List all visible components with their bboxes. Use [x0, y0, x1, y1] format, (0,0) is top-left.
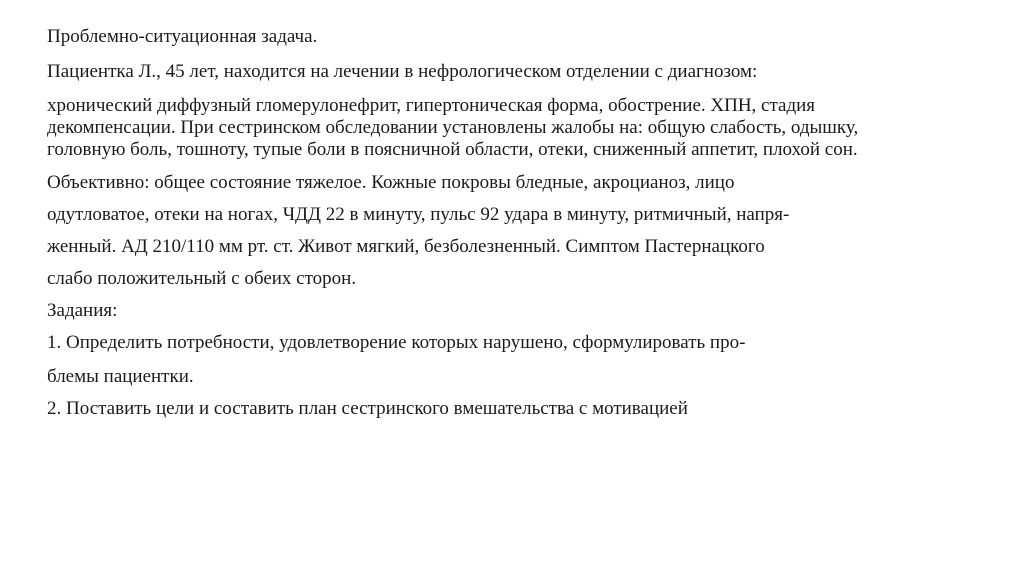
case-line-4: головную боль, тошноту, тупые боли в поясничной области, отеки, сниженный аппетит, плохой сон.	[47, 139, 858, 160]
task-2-line: 2. Поставить цели и составить план сестринского вмешательства с мотивацией	[47, 398, 688, 419]
objective-line-2: одутловатое, отеки на ногах, ЧДД 22 в минуту, пульс 92 удара в минуту, ритмичный, напря-	[47, 204, 790, 225]
case-line-3: декомпенсации. При сестринском обследовании установлены жалобы на: общую слабость, одышку,	[47, 117, 859, 138]
tasks-heading: Задания:	[47, 300, 118, 321]
objective-line-4: слабо положительный с обеих сторон.	[47, 268, 357, 289]
case-line-1: Пациентка Л., 45 лет, находится на лечении в нефрологическом отделении с диагнозом:	[47, 61, 758, 82]
task-1-line-2: блемы пациентки.	[47, 366, 194, 387]
objective-line-3: женный. АД 210/110 мм рт. ст. Живот мягкий, безболезненный. Симптом Пастернацкого	[47, 236, 765, 257]
case-line-2: хронический диффузный гломерулонефрит, гипертоническая форма, обострение. ХПН, стадия	[47, 95, 816, 116]
objective-line-1: Объективно: общее состояние тяжелое. Кожные покровы бледные, акроцианоз, лицо	[47, 172, 735, 193]
task-1-line-1: 1. Определить потребности, удовлетворение которых нарушено, сформулировать про-	[47, 332, 746, 353]
task-title: Проблемно-ситуационная задача.	[47, 26, 318, 47]
